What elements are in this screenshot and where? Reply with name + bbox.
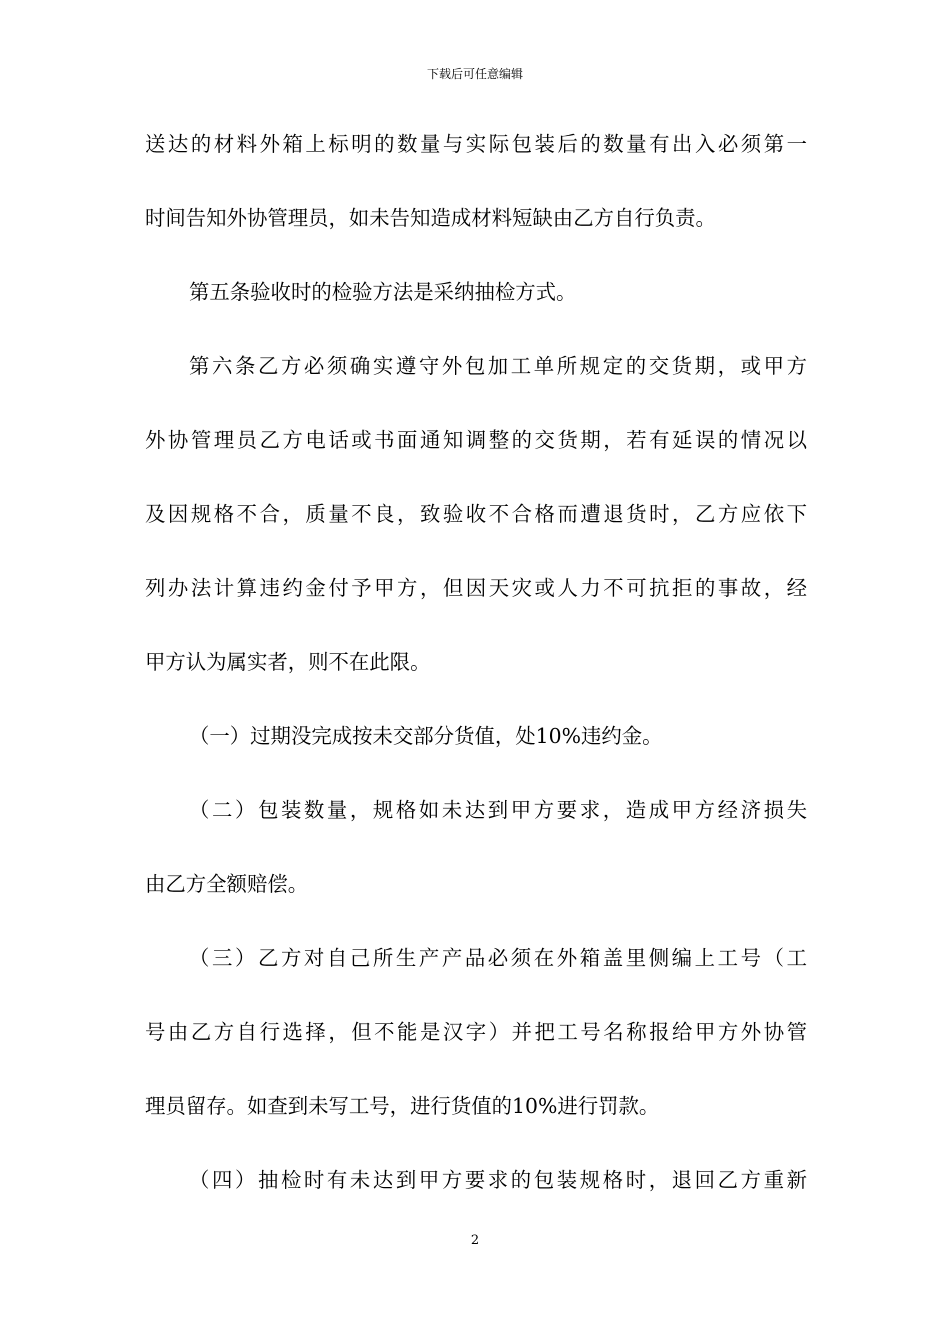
paragraph-line: 时间告知外协管理员，如未告知造成材料短缺由乙方自行负责。 [145,206,716,230]
paragraph-line: 送达的材料外箱上标明的数量与实际包装后的数量有出入必须第一 [145,132,807,156]
paragraph-line: （四）抽检时有未达到甲方要求的包装规格时，退回乙方重新 [189,1168,807,1192]
paragraph-line: 外协管理员乙方电话或书面通知调整的交货期，若有延误的情况以 [145,428,807,452]
paragraph-line: 理员留存。如查到未写工号，进行货值的10%进行罚款。 [145,1094,660,1118]
paragraph-line: 第六条乙方必须确实遵守外包加工单所规定的交货期，或甲方 [189,354,807,378]
paragraph-line: 号由乙方自行选择，但不能是汉字）并把工号名称报给甲方外协管 [145,1020,807,1044]
paragraph-line: 及因规格不合，质量不良，致验收不合格而遭退货时，乙方应依下 [145,502,807,526]
page-number: 2 [470,1233,480,1248]
paragraph-line: 由乙方全额赔偿。 [145,872,309,896]
paragraph-line: 第五条验收时的检验方法是采纳抽检方式。 [189,280,577,304]
paragraph-line: （三）乙方对自己所生产产品必须在外箱盖里侧编上工号（工 [189,946,807,970]
paragraph-line: 列办法计算违约金付予甲方，但因天灾或人力不可抗拒的事故，经 [145,576,807,600]
paragraph-line: 甲方认为属实者，则不在此限。 [145,650,431,674]
paragraph-line: （二）包装数量，规格如未达到甲方要求，造成甲方经济损失 [189,798,807,822]
document-body [145,126,807,1236]
paragraph-line: （一）过期没完成按未交部分货值，处10%违约金。 [189,724,663,748]
page-header: 下载后可任意编辑 [426,67,523,81]
